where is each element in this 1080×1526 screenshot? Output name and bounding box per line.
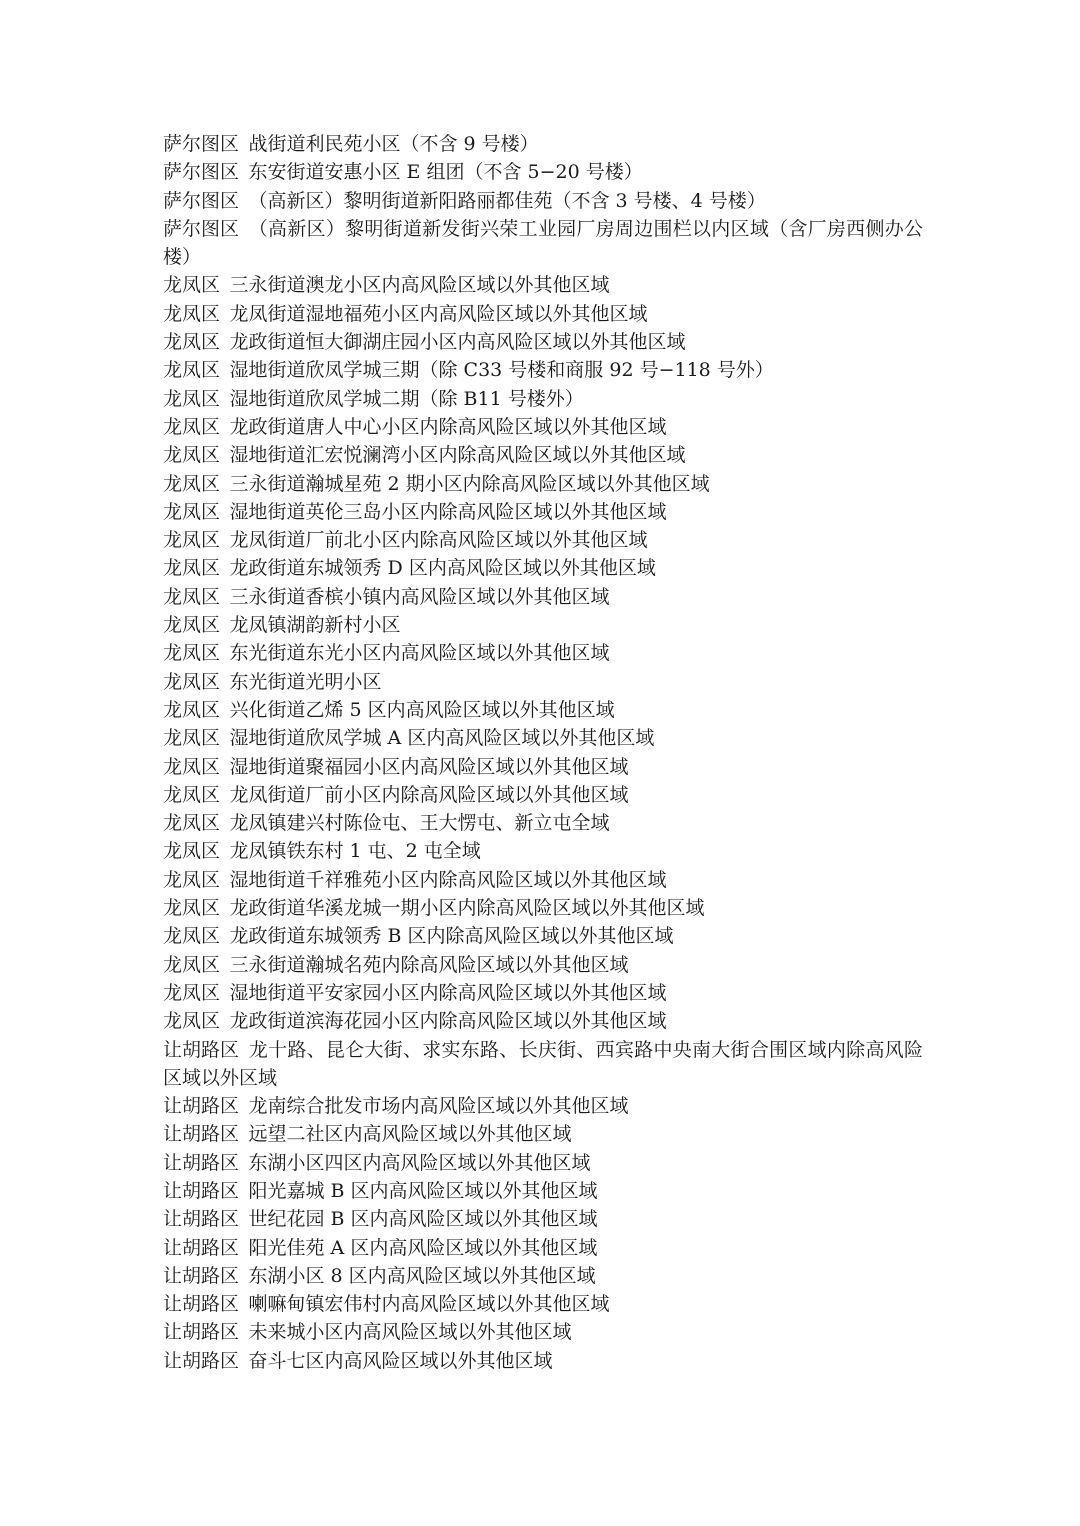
location-text: 三永街道香槟小镇内高风险区域以外其他区域 <box>229 585 610 608</box>
list-item <box>163 781 923 809</box>
district-name: 让胡路区 <box>163 1095 240 1118</box>
list-item <box>163 1318 923 1346</box>
list-item <box>163 753 923 781</box>
district-name: 龙凤区 <box>163 331 221 354</box>
list-item <box>163 413 923 441</box>
district-name: 让胡路区 <box>163 1349 240 1372</box>
list-item <box>163 1262 923 1290</box>
location-text: 世纪花园 B 区内高风险区域以外其他区域 <box>248 1208 598 1231</box>
location-text: 三永街道瀚城名苑内除高风险区域以外其他区域 <box>229 953 629 976</box>
district-name: 让胡路区 <box>163 1038 240 1061</box>
list-item <box>163 809 923 837</box>
district-name: 龙凤区 <box>163 415 221 438</box>
location-text: 龙凤街道厂前北小区内除高风险区域以外其他区域 <box>229 529 648 552</box>
district-name: 龙凤区 <box>163 359 221 382</box>
district-name: 龙凤区 <box>163 783 221 806</box>
district-name: 让胡路区 <box>163 1236 240 1259</box>
list-item <box>163 1205 923 1233</box>
list-item <box>163 979 923 1007</box>
location-text: 战街道利民苑小区（不含 9 号楼） <box>248 133 539 155</box>
location-text: 龙凤街道湿地福苑小区内高风险区域以外其他区域 <box>229 302 648 325</box>
district-name: 让胡路区 <box>163 1264 240 1287</box>
district-name: 让胡路区 <box>163 1293 240 1316</box>
district-name: 龙凤区 <box>163 812 221 835</box>
district-name: 龙凤区 <box>163 925 221 948</box>
district-name: 让胡路区 <box>163 1321 240 1344</box>
list-item <box>163 894 923 922</box>
district-name: 龙凤区 <box>163 444 221 467</box>
location-text: 阳光佳苑 A 区内高风险区域以外其他区域 <box>248 1236 598 1259</box>
location-text: 东安街道安惠小区 E 组团（不含 5−20 号楼） <box>248 161 643 184</box>
list-item <box>163 1149 923 1177</box>
location-text: 东光街道光明小区 <box>229 670 382 693</box>
location-text: 湿地街道千祥雅苑小区内除高风险区域以外其他区域 <box>229 868 667 891</box>
location-text: 龙政街道华溪龙城一期小区内除高风险区域以外其他区域 <box>229 897 705 920</box>
location-text: 喇嘛甸镇宏伟村内高风险区域以外其他区域 <box>248 1293 610 1316</box>
district-name: 龙凤区 <box>163 981 221 1004</box>
list-item <box>163 1290 923 1318</box>
district-name: 龙凤区 <box>163 642 221 665</box>
location-text: 龙政街道东城领秀 D 区内高风险区域以外其他区域 <box>229 557 656 580</box>
district-name: 龙凤区 <box>163 585 221 608</box>
list-item <box>163 1120 923 1148</box>
location-text: 东湖小区 8 区内高风险区域以外其他区域 <box>248 1264 596 1287</box>
location-text: 阳光嘉城 B 区内高风险区域以外其他区域 <box>248 1179 598 1202</box>
location-text: 湿地街道欣凤学城二期（除 B11 号楼外） <box>229 387 584 410</box>
list-item <box>163 130 923 158</box>
location-text: （高新区）黎明街道新发街兴荣工业园厂房周边围栏以内区域（含厂房西侧办公楼） <box>163 217 923 269</box>
location-text: 湿地街道欣凤学城 A 区内高风险区域以外其他区域 <box>229 727 655 750</box>
location-text: 湿地街道英伦三岛小区内除高风险区域以外其他区域 <box>229 500 667 523</box>
location-text: 龙政街道东城领秀 B 区内除高风险区域以外其他区域 <box>229 925 674 948</box>
list-item <box>163 611 923 639</box>
list-item <box>163 1234 923 1262</box>
list-item <box>163 583 923 611</box>
list-item <box>163 441 923 469</box>
district-name: 龙凤区 <box>163 755 221 778</box>
location-text: 龙十路、昆仑大街、求实东路、长庆街、西宾路中央南大街合围区域内除高风险区域以外区域 <box>163 1038 923 1089</box>
district-name: 龙凤区 <box>163 557 221 580</box>
district-name: 让胡路区 <box>163 1208 240 1231</box>
district-name: 让胡路区 <box>163 1179 240 1202</box>
list-item <box>163 271 923 299</box>
list-item <box>163 951 923 979</box>
location-text: 东光街道东光小区内高风险区域以外其他区域 <box>229 642 610 665</box>
location-text: 湿地街道平安家园小区内除高风险区域以外其他区域 <box>229 981 667 1004</box>
district-name: 龙凤区 <box>163 387 221 410</box>
list-item <box>163 215 923 272</box>
list-item <box>163 668 923 696</box>
location-text: 龙凤镇建兴村陈俭屯、王大愣屯、新立屯全域 <box>229 812 610 835</box>
list-item <box>163 526 923 554</box>
district-name: 龙凤区 <box>163 1010 221 1033</box>
document-page <box>163 130 923 1375</box>
location-text: 东湖小区四区内高风险区域以外其他区域 <box>248 1151 591 1174</box>
list-item <box>163 385 923 413</box>
district-name: 萨尔图区 <box>163 189 240 212</box>
district-name: 龙凤区 <box>163 840 221 863</box>
location-text: 湿地街道汇宏悦澜湾小区内除高风险区域以外其他区域 <box>229 444 686 467</box>
list-item <box>163 470 923 498</box>
location-text: 龙南综合批发市场内高风险区域以外其他区域 <box>248 1095 629 1118</box>
location-text: 龙政街道滨海花园小区内除高风险区域以外其他区域 <box>229 1010 667 1033</box>
district-name: 龙凤区 <box>163 529 221 552</box>
location-text: 龙凤镇湖韵新村小区 <box>229 614 401 637</box>
district-name: 龙凤区 <box>163 274 221 297</box>
district-name: 龙凤区 <box>163 614 221 637</box>
location-text: 湿地街道欣凤学城三期（除 C33 号楼和商服 92 号−118 号外） <box>229 359 774 382</box>
list-item <box>163 866 923 894</box>
list-item <box>163 696 923 724</box>
district-name: 萨尔图区 <box>163 161 240 184</box>
list-item <box>163 328 923 356</box>
district-name: 龙凤区 <box>163 897 221 920</box>
district-name: 龙凤区 <box>163 868 221 891</box>
list-item <box>163 837 923 865</box>
district-name: 龙凤区 <box>163 698 221 721</box>
location-text: 兴化街道乙烯 5 区内高风险区域以外其他区域 <box>229 698 615 721</box>
list-item <box>163 922 923 950</box>
list-item <box>163 187 923 215</box>
list-item <box>163 724 923 752</box>
list-item <box>163 1092 923 1120</box>
district-name: 龙凤区 <box>163 472 221 495</box>
location-text: 三永街道澳龙小区内高风险区域以外其他区域 <box>229 274 610 297</box>
district-name: 萨尔图区 <box>163 217 240 240</box>
district-name: 龙凤区 <box>163 670 221 693</box>
location-text: 三永街道瀚城星苑 2 期小区内除高风险区域以外其他区域 <box>229 472 710 495</box>
location-text: 龙政街道唐人中心小区内除高风险区域以外其他区域 <box>229 415 667 438</box>
location-text: 湿地街道聚福园小区内高风险区域以外其他区域 <box>229 755 629 778</box>
district-name: 萨尔图区 <box>163 133 240 155</box>
list-item <box>163 300 923 328</box>
location-text: （高新区）黎明街道新阳路丽都佳苑（不含 3 号楼、4 号楼） <box>248 189 766 212</box>
district-name: 龙凤区 <box>163 302 221 325</box>
list-item <box>163 158 923 186</box>
list-item <box>163 554 923 582</box>
district-name: 让胡路区 <box>163 1151 240 1174</box>
location-text: 未来城小区内高风险区域以外其他区域 <box>248 1321 572 1344</box>
location-text: 龙政街道恒大御湖庄园小区内高风险区域以外其他区域 <box>229 331 686 354</box>
district-name: 龙凤区 <box>163 500 221 523</box>
location-text: 龙凤镇铁东村 1 屯、2 屯全域 <box>229 840 481 863</box>
list-item <box>163 1036 923 1093</box>
list-item <box>163 1347 923 1375</box>
district-name: 龙凤区 <box>163 727 221 750</box>
list-item <box>163 498 923 526</box>
list-item <box>163 1177 923 1205</box>
list-item <box>163 1007 923 1035</box>
list-item <box>163 356 923 384</box>
district-name: 让胡路区 <box>163 1123 240 1146</box>
location-text: 远望二社区内高风险区域以外其他区域 <box>248 1123 572 1146</box>
location-text: 龙凤街道厂前小区内除高风险区域以外其他区域 <box>229 783 629 806</box>
location-text: 奋斗七区内高风险区域以外其他区域 <box>248 1349 553 1372</box>
district-name: 龙凤区 <box>163 953 221 976</box>
list-item <box>163 639 923 667</box>
